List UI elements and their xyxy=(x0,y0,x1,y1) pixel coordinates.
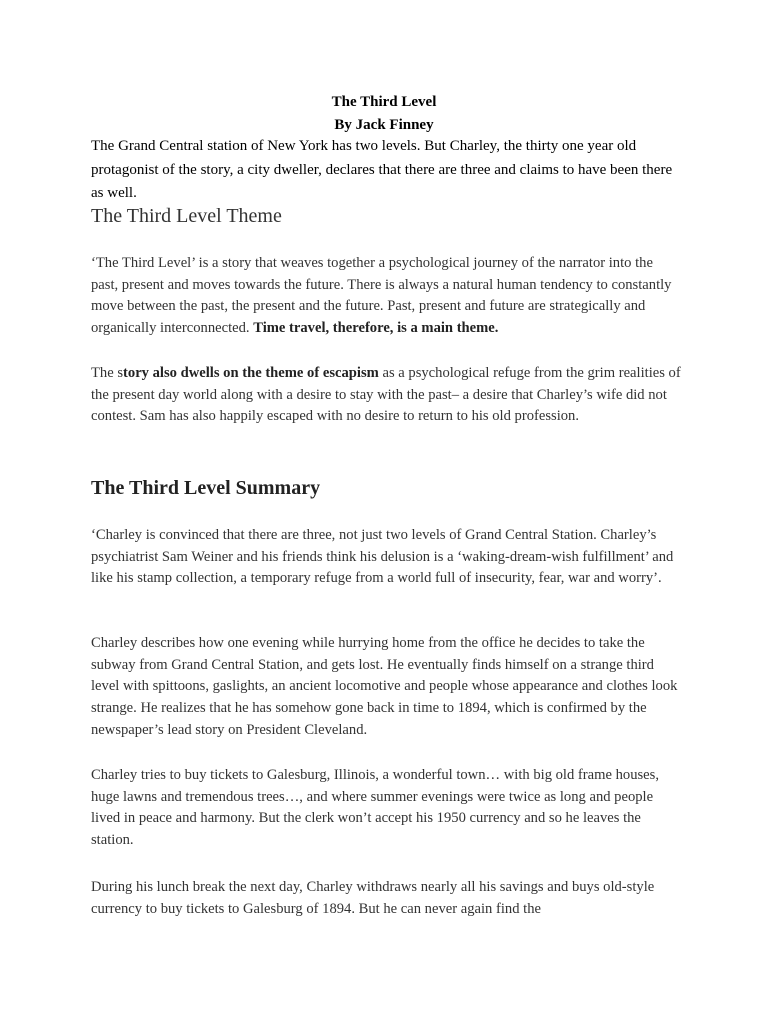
intro-paragraph: The Grand Central station of New York has two levels. But Charley, the thirty one year old protagonist of the story, a city dweller, declares that there are three and claims to have been there as well. xyxy=(91,138,673,201)
theme-paragraph-1-text: ‘The Third Level’ is a story that weaves together a psychological journey of the narrator into the past, present and moves towards the future. There is always a natural human tendency to constantly move between the past, the present and the future. Past, present and future are strategically and organically interconnected. xyxy=(91,255,672,337)
summary-paragraph: Charley describes how one evening while hurrying home from the office he decides to take the subway from Grand Central Station, and gets lost. He eventually finds himself on a strange third level with spittoons, gaslights, an ancient locomotive and people whose appearance and clothes look strange. He realizes that he has somehow gone back in time to 1894, which is confirmed by the newspaper’s lead story on President Cleveland. xyxy=(91,635,678,738)
summary-paragraph: Charley tries to buy tickets to Galesburg, Illinois, a wonderful town… with big old frame houses, huge lawns and tremendous trees…, and where summer evenings were twice as long and people lived in peace and harmony. But the clerk won’t accept his 1950 currency and so he leaves the station. xyxy=(91,767,659,849)
theme-paragraph-2-post: as a psychological refuge from the grim realities of the present day world along with a desire to stay with the past– a desire that Charley’s wife did not contest. Sam has also happily escaped with no desire to return to his old profession. xyxy=(91,365,681,425)
summary-paragraph: ‘Charley is convinced that there are three, not just two levels of Grand Central Station. Charley’s psychiatrist Sam Weiner and his friends think his delusion is a ‘waking-dream-wish fulfillment’ and like his stamp collection, a temporary refuge from a world full of insecurity, fear, war and worry’. xyxy=(91,527,674,587)
theme-paragraph-1 xyxy=(91,253,681,340)
theme-paragraph-2 xyxy=(91,363,681,428)
theme-paragraph-2-bold: tory also dwells on the theme of escapism xyxy=(123,365,379,381)
theme-paragraph-1-bold: Time travel, therefore, is a main theme. xyxy=(253,320,499,337)
theme-paragraph-2-pre: The s xyxy=(91,365,124,381)
summary-heading: The Third Level Summary xyxy=(91,477,321,499)
document-byline: By Jack Finney xyxy=(334,117,434,133)
document-title: The Third Level xyxy=(331,94,437,110)
summary-paragraph: During his lunch break the next day, Charley withdraws nearly all his savings and buys old-style currency to buy tickets to Galesburg of 1894. But he can never again find the xyxy=(91,879,655,917)
theme-heading: The Third Level Theme xyxy=(91,205,282,227)
